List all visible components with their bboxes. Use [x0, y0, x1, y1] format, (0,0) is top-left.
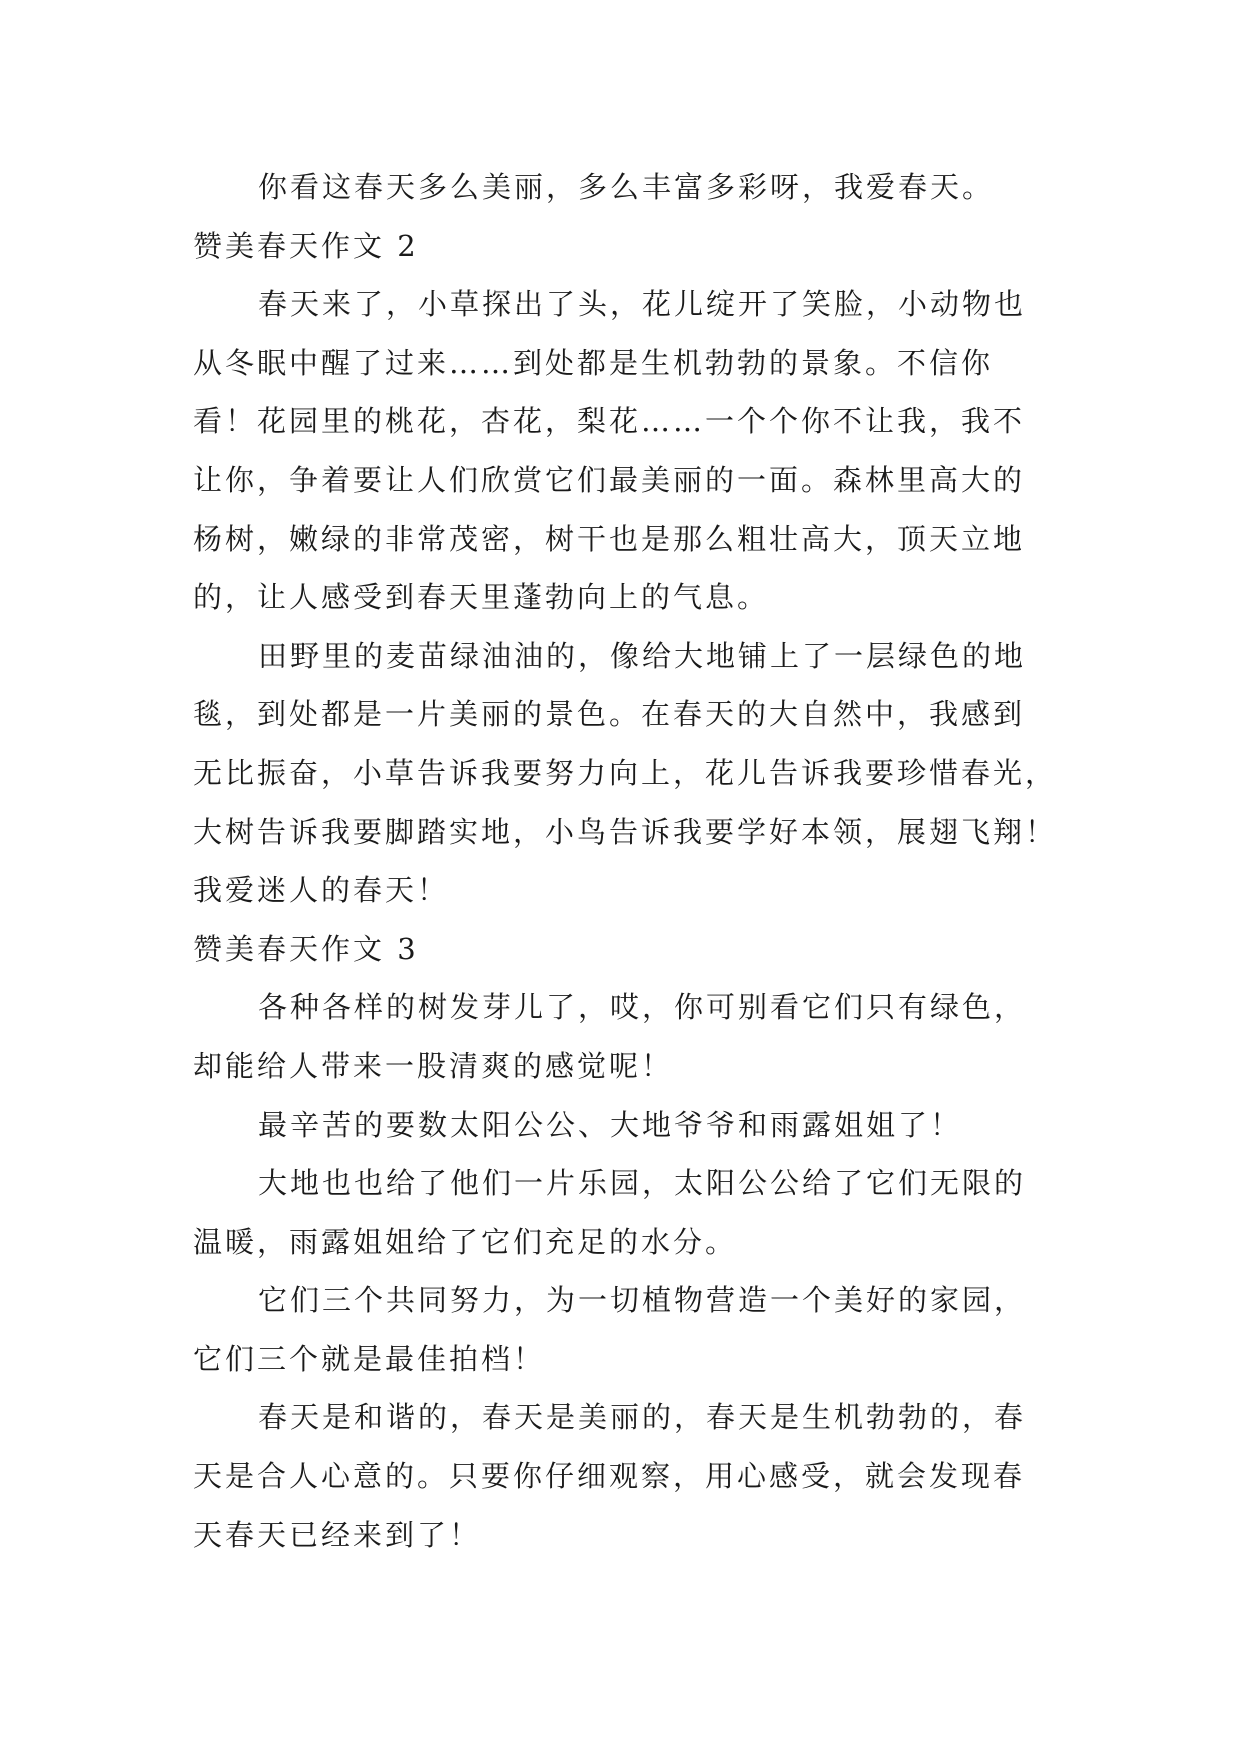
section-heading: 赞美春天作文 3	[193, 931, 419, 966]
text-line: 却能给人带来一股清爽的感觉呢！	[193, 1048, 674, 1083]
text-line: 它们三个就是最佳拍档！	[193, 1341, 546, 1376]
text-line: 我爱迷人的春天！	[193, 873, 450, 908]
text-line: 天是合人心意的。只要你仔细观察，用心感受，就会发现春	[193, 1459, 1026, 1494]
text-line: 天春天已经来到了！	[193, 1517, 482, 1552]
text-line: 杨树，嫩绿的非常茂密，树干也是那么粗壮高大，顶天立地	[193, 521, 1026, 556]
text-line: 温暖，雨露姐姐给了它们充足的水分。	[193, 1224, 738, 1259]
text-line: 无比振奋，小草告诉我要努力向上，花儿告诉我要珍惜春光，	[193, 755, 1058, 790]
text-line: 从冬眠中醒了过来……到处都是生机勃勃的景象。不信你	[193, 345, 994, 380]
text-line: 看！花园里的桃花，杏花，梨花……一个个你不让我，我不	[193, 404, 1026, 439]
text-line: 它们三个共同努力，为一切植物营造一个美好的家园，	[258, 1283, 1027, 1318]
document-body	[193, 158, 1058, 1564]
text-line: 田野里的麦苗绿油油的，像给大地铺上了一层绿色的地	[258, 638, 1027, 673]
text-line: 让你，争着要让人们欣赏它们最美丽的一面。森林里高大的	[193, 462, 1026, 497]
text-line: 各种各样的树发芽儿了，哎，你可别看它们只有绿色，	[258, 990, 1027, 1025]
text-line: 最辛苦的要数太阳公公、大地爷爷和雨露姐姐了！	[258, 1107, 963, 1142]
text-line: 毯，到处都是一片美丽的景色。在春天的大自然中，我感到	[193, 697, 1026, 732]
text-line: 大地也也给了他们一片乐园，太阳公公给了它们无限的	[258, 1166, 1027, 1201]
text-line: 大树告诉我要脚踏实地，小鸟告诉我要学好本领，展翅飞翔！	[193, 814, 1058, 849]
text-line: 你看这春天多么美丽，多么丰富多彩呀，我爱春天。	[258, 170, 995, 204]
text-line: 的，让人感受到春天里蓬勃向上的气息。	[193, 580, 770, 615]
text-line: 春天来了，小草探出了头，花儿绽开了笑脸，小动物也	[258, 287, 1027, 322]
text-line: 春天是和谐的，春天是美丽的，春天是生机勃勃的，春	[258, 1400, 1027, 1435]
section-heading: 赞美春天作文 2	[193, 228, 419, 263]
